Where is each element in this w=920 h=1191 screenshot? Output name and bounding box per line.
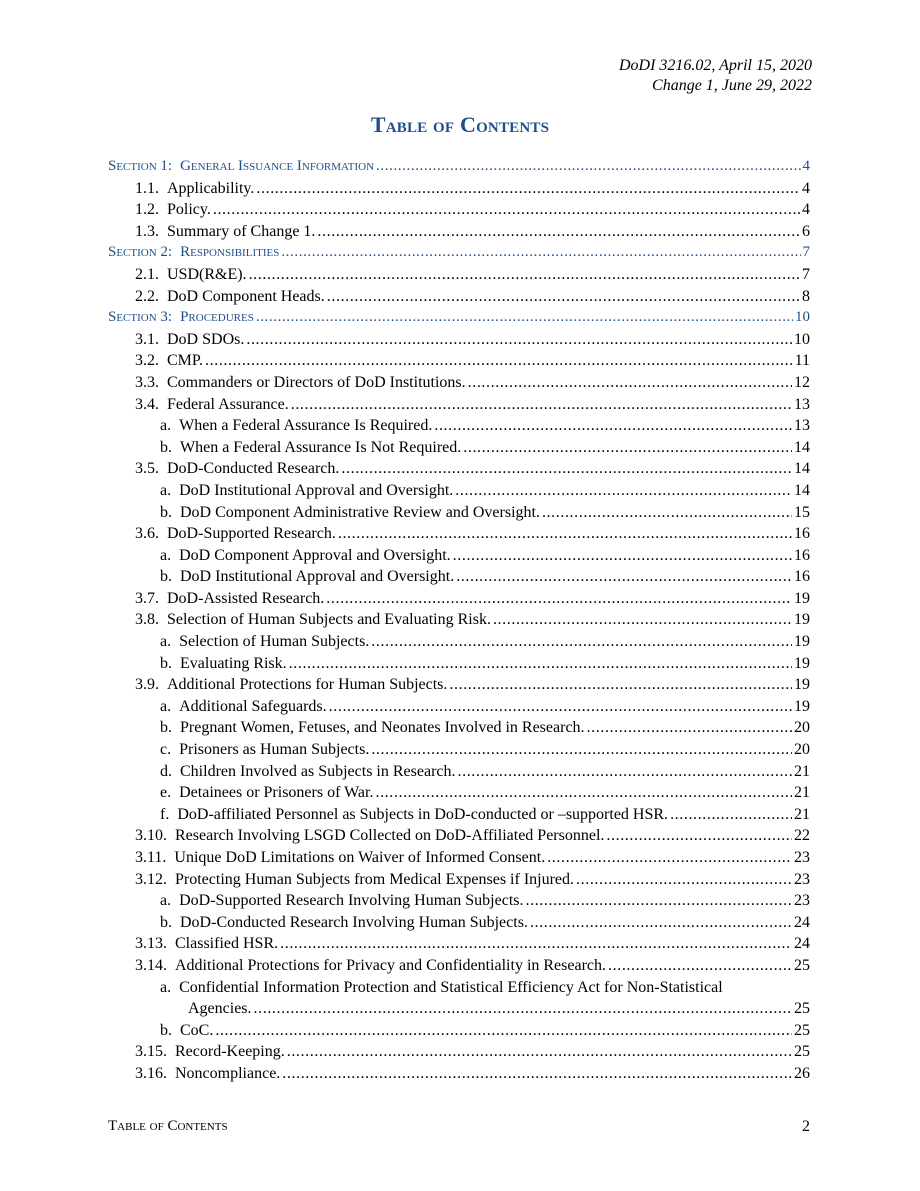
toc-entry-page: 16 [794, 546, 810, 564]
toc-entry[interactable] [108, 761, 810, 783]
header-issuance-line: DoDI 3216.02, April 15, 2020 [618, 57, 812, 74]
toc-entry-number: 2.2. [135, 287, 159, 305]
toc-entry-page: 19 [794, 676, 810, 694]
toc-entry[interactable] [108, 609, 810, 631]
toc-entry-number: 1.1. [135, 179, 159, 197]
toc-entry-title: When a Federal Assurance Is Required. [179, 417, 433, 435]
toc-entry[interactable] [108, 221, 810, 243]
toc-entry[interactable] [108, 825, 810, 847]
toc-leader-dots [468, 372, 792, 394]
toc-section-entry[interactable] [108, 156, 810, 178]
toc-leader-dots [371, 739, 792, 761]
toc-entry-title: Selection of Human Subjects and Evaluating Risk. [167, 611, 491, 629]
toc-entry-number: Section 3: [108, 309, 173, 326]
toc-entry-page: 21 [794, 805, 810, 823]
toc-entry-number: d. [160, 762, 172, 780]
toc-leader-dots [606, 825, 792, 847]
toc-leader-dots [493, 609, 792, 631]
toc-entry-number: a. [160, 697, 172, 715]
toc-entry-page: 16 [794, 568, 810, 586]
toc-entry-title: Commanders or Directors of DoD Institutions. [167, 373, 466, 391]
toc-entry-number: a. [160, 892, 172, 910]
toc-entry-title: Noncompliance. [175, 1064, 281, 1082]
toc-leader-dots [542, 502, 792, 524]
toc-leader-dots [287, 1041, 792, 1063]
toc-entry-number: Section 2: [108, 244, 173, 261]
toc-entry-title: DoD SDOs. [167, 330, 245, 348]
toc-entry-page: 4 [802, 179, 810, 197]
toc-leader-dots [329, 696, 792, 718]
toc-entry-number: 1.3. [135, 222, 159, 240]
toc-entry-number: c. [160, 741, 172, 759]
toc-entry-page: 23 [794, 892, 810, 910]
toc-entry[interactable] [108, 545, 810, 567]
toc-entry-number: 3.15. [135, 1043, 167, 1061]
toc-entry[interactable] [108, 329, 810, 351]
toc-leader-dots [526, 890, 793, 912]
toc-entry[interactable] [108, 955, 810, 977]
toc-entry[interactable] [108, 178, 810, 200]
toc-leader-dots [587, 717, 792, 739]
toc-entry-page: 25 [794, 1043, 810, 1061]
toc-entry-number: a. [160, 481, 172, 499]
toc-entry-number: 3.9. [135, 676, 159, 694]
toc-entry[interactable] [108, 394, 810, 416]
toc-leader-dots [434, 415, 792, 437]
toc-entry-page: 8 [802, 287, 810, 305]
toc-leader-dots [281, 242, 800, 264]
toc-entry-number: 3.14. [135, 956, 167, 974]
toc-leader-dots [215, 1020, 792, 1042]
toc-entry-title: Classified HSR. [175, 935, 279, 953]
toc-leader-dots [608, 955, 792, 977]
toc-entry-page: 10 [794, 330, 810, 348]
toc-entry-page: 20 [794, 741, 810, 759]
toc-entry-page: 19 [794, 589, 810, 607]
toc-leader-dots [213, 199, 800, 221]
toc-entry-page: 13 [794, 395, 810, 413]
toc-leader-dots [455, 480, 792, 502]
toc-leader-dots [456, 566, 792, 588]
toc-leader-dots [530, 912, 792, 934]
toc-entry-title: Unique DoD Limitations on Waiver of Informed Consent. [174, 849, 546, 866]
toc-entry-page: 11 [794, 352, 810, 370]
toc-entry-page: 4 [802, 201, 810, 219]
toc-entry-title: Confidential Information Protection and Statistical Efficiency Act for Non-Statistical [179, 978, 723, 996]
toc-entry-number: e. [160, 784, 172, 802]
toc-entry-number: 2.1. [135, 265, 159, 283]
toc-entry[interactable] [108, 977, 810, 999]
toc-entry[interactable] [108, 264, 810, 286]
toc-entry[interactable] [108, 782, 810, 804]
toc-leader-dots [280, 933, 792, 955]
toc-entry-number: Section 1: [108, 158, 173, 174]
toc-entry[interactable] [108, 869, 810, 891]
toc-entry-page: 13 [794, 417, 810, 435]
toc-entry-page: 24 [794, 913, 810, 931]
toc-entry-number: 3.12. [135, 870, 167, 888]
toc-entry-page: 22 [794, 827, 810, 845]
footer-label: Table of Contents [108, 1118, 228, 1134]
document-footer [108, 1118, 810, 1136]
toc-leader-dots [547, 847, 792, 869]
toc-entry[interactable] [108, 653, 810, 675]
toc-entry-page: 23 [794, 870, 810, 888]
toc-entry-number: 3.1. [135, 330, 159, 348]
toc-leader-dots [670, 804, 792, 826]
toc-entry-title: Pregnant Women, Fetuses, and Neonates Involved in Research. [180, 719, 585, 737]
toc-leader-dots [453, 545, 792, 567]
toc-entry-page: 4 [802, 158, 810, 174]
toc-entry[interactable] [108, 696, 810, 718]
toc-entry-title: Summary of Change 1. [167, 222, 316, 240]
toc-entry-title: Evaluating Risk. [180, 654, 287, 672]
toc-entry-title: DoD Component Heads. [167, 287, 325, 305]
toc-entry-page: 25 [794, 1000, 810, 1018]
toc-entry-title: Responsibilities [180, 244, 280, 261]
toc-leader-dots [256, 178, 800, 200]
toc-entry-title: Children Involved as Subjects in Research. [180, 762, 456, 780]
toc-entry[interactable] [108, 523, 810, 545]
toc-leader-dots [449, 674, 792, 696]
toc-entry-number: b. [160, 913, 172, 931]
toc-entry-number: b. [160, 438, 172, 456]
toc-entry[interactable] [108, 588, 810, 610]
toc-leader-dots [254, 998, 792, 1020]
toc-entry-continuation[interactable] [108, 998, 810, 1020]
toc-entry-title: Record-Keeping. [175, 1043, 285, 1061]
toc-leader-dots [256, 307, 793, 329]
toc-entry-title: DoD-Conducted Research. [167, 460, 340, 478]
toc-entry[interactable] [108, 1041, 810, 1063]
toc-entry-number: 3.11. [135, 849, 167, 866]
toc-entry-page: 23 [794, 849, 810, 866]
toc-entry-title: DoD Component Approval and Oversight. [179, 546, 451, 564]
toc-entry-page: 26 [794, 1064, 810, 1082]
toc-entry-page: 19 [794, 611, 810, 629]
toc-entry[interactable] [108, 674, 810, 696]
toc-entry-number: 3.10. [135, 827, 167, 845]
toc-entry-title: DoD Component Administrative Review and Oversight. [180, 503, 540, 521]
toc-entry-number: b. [160, 503, 172, 521]
toc-entry-number: b. [160, 1021, 172, 1039]
document-header [619, 56, 812, 96]
toc-entry-page: 19 [794, 633, 810, 651]
toc-entry[interactable] [108, 847, 810, 869]
toc-entry-title: DoD-Conducted Research Involving Human Subjects. [180, 913, 528, 931]
toc-entry-page: 24 [794, 935, 810, 953]
toc-entry-title: USD(R&E). [167, 265, 247, 283]
toc-entry-title: Applicability. [167, 179, 255, 197]
table-of-contents [108, 156, 810, 1085]
toc-entry[interactable] [108, 286, 810, 308]
footer-page-number: 2 [802, 1118, 810, 1135]
toc-entry-title: Research Involving LSGD Collected on DoD-Affiliated Personnel. [175, 827, 605, 845]
toc-leader-dots [458, 761, 793, 783]
toc-leader-dots [317, 221, 800, 243]
toc-entry-number: f. [160, 805, 170, 823]
toc-entry-number: 3.2. [135, 352, 159, 370]
toc-entry-number: 3.13. [135, 935, 167, 953]
toc-entry[interactable] [108, 415, 810, 437]
toc-entry-title: DoD-Supported Research Involving Human Subjects. [179, 892, 524, 910]
toc-entry[interactable] [108, 458, 810, 480]
toc-entry-title: Prisoners as Human Subjects. [179, 741, 370, 759]
toc-entry[interactable] [108, 912, 810, 934]
toc-entry-title: CoC. [180, 1021, 214, 1039]
toc-entry-page: 12 [794, 373, 810, 391]
toc-entry-page: 7 [802, 265, 810, 283]
toc-entry-number: b. [160, 719, 172, 737]
toc-entry-number: 3.5. [135, 460, 159, 478]
toc-entry-title: Additional Safeguards. [179, 697, 327, 715]
toc-title: Table of Contents [370, 112, 550, 137]
toc-entry-title: Additional Protections for Human Subjects. [167, 676, 448, 694]
toc-leader-dots [291, 394, 792, 416]
toc-entry-number: 3.3. [135, 373, 159, 391]
toc-entry-title: Additional Protections for Privacy and Confidentiality in Research. [175, 956, 607, 974]
toc-entry-page: 10 [795, 309, 810, 326]
toc-entry-title: DoD-Supported Research. [167, 525, 336, 543]
toc-section-entry[interactable] [108, 242, 810, 264]
toc-entry-title: DoD Institutional Approval and Oversight. [179, 481, 454, 499]
toc-entry-title-continued: Agencies. [188, 1000, 252, 1018]
toc-entry[interactable] [108, 566, 810, 588]
toc-entry[interactable] [108, 1020, 810, 1042]
toc-entry-page: 14 [794, 460, 810, 478]
toc-leader-dots [249, 264, 800, 286]
toc-entry-number: 3.4. [135, 395, 159, 413]
toc-entry-number: b. [160, 568, 172, 586]
toc-entry[interactable] [108, 739, 810, 761]
toc-entry-title: General Issuance Information [180, 158, 375, 174]
toc-entry-title: CMP. [167, 352, 204, 370]
toc-entry-number: 3.8. [135, 611, 159, 629]
toc-leader-dots [338, 523, 792, 545]
toc-entry-number: a. [160, 633, 172, 651]
toc-entry-page: 21 [794, 762, 810, 780]
toc-entry-page: 25 [794, 956, 810, 974]
toc-entry[interactable] [108, 717, 810, 739]
toc-entry-page: 19 [794, 654, 810, 672]
toc-entry[interactable] [108, 372, 810, 394]
toc-entry[interactable] [108, 502, 810, 524]
toc-entry[interactable] [108, 933, 810, 955]
toc-entry-page: 15 [794, 503, 810, 521]
toc-entry[interactable] [108, 890, 810, 912]
header-change-line: Change 1, June 29, 2022 [652, 77, 812, 94]
toc-entry-number: 3.16. [135, 1064, 167, 1082]
toc-entry-page: 7 [802, 244, 810, 261]
toc-leader-dots [576, 869, 792, 891]
toc-entry-page: 25 [794, 1021, 810, 1039]
toc-entry[interactable] [108, 804, 810, 826]
toc-leader-dots [282, 1063, 792, 1085]
toc-section-entry[interactable] [108, 307, 810, 329]
toc-leader-dots [341, 458, 792, 480]
toc-leader-dots [375, 782, 792, 804]
toc-entry-number: 3.7. [135, 589, 159, 607]
toc-leader-dots [246, 329, 792, 351]
toc-entry-title: Procedures [180, 309, 254, 326]
toc-entry-title: Protecting Human Subjects from Medical Expenses if Injured. [175, 870, 575, 888]
toc-entry-page: 14 [794, 438, 810, 456]
toc-entry-title: Selection of Human Subjects. [179, 633, 370, 651]
toc-entry-number: a. [160, 546, 172, 564]
toc-entry-page: 21 [794, 784, 810, 802]
toc-entry-title: Policy. [167, 201, 211, 219]
toc-entry[interactable] [108, 480, 810, 502]
toc-entry-page: 16 [794, 525, 810, 543]
toc-entry-title: DoD-affiliated Personnel as Subjects in DoD-conducted or –supported HSR. [177, 805, 669, 823]
toc-leader-dots [289, 653, 792, 675]
toc-entry-title: DoD-Assisted Research. [167, 589, 325, 607]
toc-entry-page: 14 [794, 481, 810, 499]
toc-entry-title: Federal Assurance. [167, 395, 289, 413]
toc-entry-title: When a Federal Assurance Is Not Required. [180, 438, 462, 456]
toc-entry-number: b. [160, 654, 172, 672]
toc-entry[interactable] [108, 437, 810, 459]
toc-entry-title: DoD Institutional Approval and Oversight. [180, 568, 455, 586]
toc-entry-number: a. [160, 978, 172, 996]
toc-leader-dots [326, 588, 792, 610]
toc-entry[interactable] [108, 631, 810, 653]
toc-entry[interactable] [108, 199, 810, 221]
toc-entry-title: Detainees or Prisoners of War. [179, 784, 374, 802]
toc-leader-dots [371, 631, 792, 653]
toc-entry-number: a. [160, 417, 172, 435]
toc-entry-number: 3.6. [135, 525, 159, 543]
toc-leader-dots [376, 156, 800, 178]
toc-entry-number: 1.2. [135, 201, 159, 219]
toc-entry[interactable] [108, 350, 810, 372]
toc-entry-page: 19 [794, 697, 810, 715]
toc-leader-dots [327, 286, 800, 308]
toc-leader-dots [463, 437, 792, 459]
toc-entry-page: 20 [794, 719, 810, 737]
toc-leader-dots [205, 350, 793, 372]
toc-entry-page: 6 [802, 222, 810, 240]
toc-entry[interactable] [108, 1063, 810, 1085]
